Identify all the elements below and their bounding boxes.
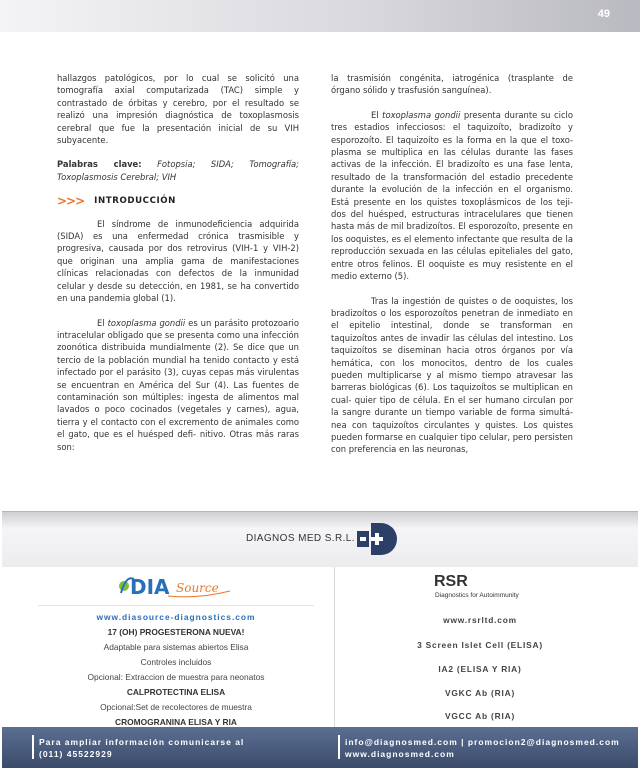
logo-script-text: Source xyxy=(176,581,219,595)
email-links[interactable]: info@diagnosmed.com | promocion2@diagnosmed.com xyxy=(345,737,620,747)
diasource-logo xyxy=(118,573,234,599)
product-line: CROMOGRANINA ELISA Y RIA xyxy=(115,717,237,727)
product-line: IA2 (ELISA Y RIA) xyxy=(438,664,522,674)
keywords xyxy=(57,158,299,183)
divider xyxy=(38,605,314,606)
rsr-panel xyxy=(334,567,624,727)
product-line: CALPROTECTINA ELISA xyxy=(126,687,226,697)
section-heading xyxy=(57,195,299,207)
contact-text: Para ampliar información comunicarse al xyxy=(39,737,245,747)
species-name: toxoplasma gondii xyxy=(382,109,461,120)
ad-footer xyxy=(2,727,638,768)
product-line: Opcional:Set de recolectores de muestra xyxy=(100,702,252,712)
advertisement xyxy=(2,511,638,768)
intro-paragraph-2 xyxy=(57,317,299,453)
footer-divider xyxy=(32,735,34,759)
product-line: Controles incluidos xyxy=(140,657,212,667)
keywords-label: Palabras clave: xyxy=(57,159,142,170)
email-info xyxy=(345,736,620,760)
text-run: es un parásito protozoario intracelular obligado que se presenta como una infección zoonótica distribuida mundialmente (2). Se dice que un tercio de la población mundial ha tenido contacto y está infectado por el parásito (3), cuyas cepas más virulentas se encuentran en América del Sur (4). Las fuentes de contaminación son múltiples: ingesta de alimentos mal lavados o poco cocinados (vegetales y carnes), agua, tierra y el contacto con el excremento de animales como el gato, que es el huésped defi- nitivo. Otras más raras son: xyxy=(57,317,299,452)
body-paragraph-3: Tras la ingestión de quistes o de ooquistes, los bradizoítos o los esporozoítos penetran de inmediato en el epitelio intestinal, donde se transforman en taquizoítos antes de invadir las células del intestino. Los taquizoítos se diseminan hacia otros órganos por vía hemática, con los monocitos, dentro de los cuales pueden multiplicarse y al mismo tiempo atravesar las barreras biológicas (6). Los taquizoítos se multiplican en cual- quier tipo de célula. En el ser humano circulan por la sangre durante un tiempo variable de forma simultá- nea con taquizoítos circulantes y quistes. Los quistes pueden formarse en cualquier tipo celular, pero persisten con preferencia en las neuronas, xyxy=(331,295,573,455)
phone-number: (011) 45522929 xyxy=(39,749,113,759)
body-paragraph-1: la trasmisión congénita, iatrogénica (trasplante de órgano sólido y trasfusión sanguínea). xyxy=(331,73,573,96)
rsr-url-link[interactable]: www.rsrltd.com xyxy=(443,615,517,625)
product-line: VGKC Ab (RIA) xyxy=(444,688,516,698)
section-arrows-icon: >>> xyxy=(57,194,85,209)
abstract-paragraph: hallazgos patológicos, por lo cual se solicitó una tomografía axial computarizada (TAC) simple y contrastado de órbitas y cerebro, por el resultado se realizó una impresión diagnóstica de toxoplasmosis cerebral que fue la presentación inicial de su VIH subyacente. xyxy=(57,73,299,146)
text-run: El xyxy=(97,317,108,328)
diasource-url-link[interactable]: www.diasource-diagnostics.com xyxy=(96,612,256,622)
diasource-panel xyxy=(38,567,314,727)
company-name: DIAGNOS MED S.R.L. xyxy=(246,533,355,544)
right-text-column xyxy=(331,72,573,468)
ad-header xyxy=(2,511,638,567)
body-paragraph-2 xyxy=(331,109,573,283)
diagnosmed-logo-icon xyxy=(357,523,397,555)
text-run: El xyxy=(371,109,383,120)
left-text-column xyxy=(57,72,299,465)
contact-info xyxy=(39,736,244,760)
product-line: VGCC Ab (RIA) xyxy=(444,711,516,721)
page-number: 49 xyxy=(597,8,610,20)
text-run: presenta durante su ciclo tres estadios infecciosos: el taquizoíto, bradizoíto y esporozoíto. El taquizoíto es la forma en la que el toxo- plasma se multiplica en las células durante las fases activas de la infección. El bradizoíto es una fase lenta, resultado de la transformación del estadio precedente durante la evolución de la infección en el organismo. Está presente en los quistes toxoplásmicos de los teji- dos del huésped, estructuras intracelulares que tienen hasta más de mil bradizoítos. El esporozoíto, presente en los ooquistes, es el elemento infectante que resulta de la reproducción sexuada en las células epiteliales del gato, entre otros felinos. El ooquiste es muy resistente en el medio externo (5). xyxy=(331,109,574,282)
top-header-bar xyxy=(0,0,640,32)
rsr-logo-title: RSR xyxy=(434,573,468,590)
footer-divider xyxy=(338,735,340,759)
rsr-logo-subtitle: Diagnostics for Autoimmunity xyxy=(435,592,519,599)
product-line: Opcional: Extraccion de muestra para neonatos xyxy=(87,672,265,682)
product-line: Adaptable para sistemas abiertos Elisa xyxy=(103,642,249,652)
product-line: 3 Screen Islet Cell (ELISA) xyxy=(417,640,543,650)
intro-paragraph-1: El síndrome de inmunodeficiencia adquirida (SIDA) es una enfermedad crónica trasmisible y progresiva, causada por dos retrovirus (VIH-1 y VIH-2) que originan una amplia gama de manifestaciones clínicas relacionadas con defectos de la inmunidad celular y desde su detección, en 1981, se ha convertido en una pandemia global (1). xyxy=(57,218,299,304)
species-name: toxoplasma gondii xyxy=(107,317,186,328)
website-link[interactable]: www.diagnosmed.com xyxy=(345,749,455,759)
section-title: INTRODUCCIÓN xyxy=(94,196,176,207)
product-line: 17 (OH) PROGESTERONA NUEVA! xyxy=(107,627,245,637)
logo-text: DIA xyxy=(130,575,170,599)
keywords-list: Fotopsia; SIDA; Tomografía; Toxoplasmosis Cerebral; VIH xyxy=(57,159,299,182)
